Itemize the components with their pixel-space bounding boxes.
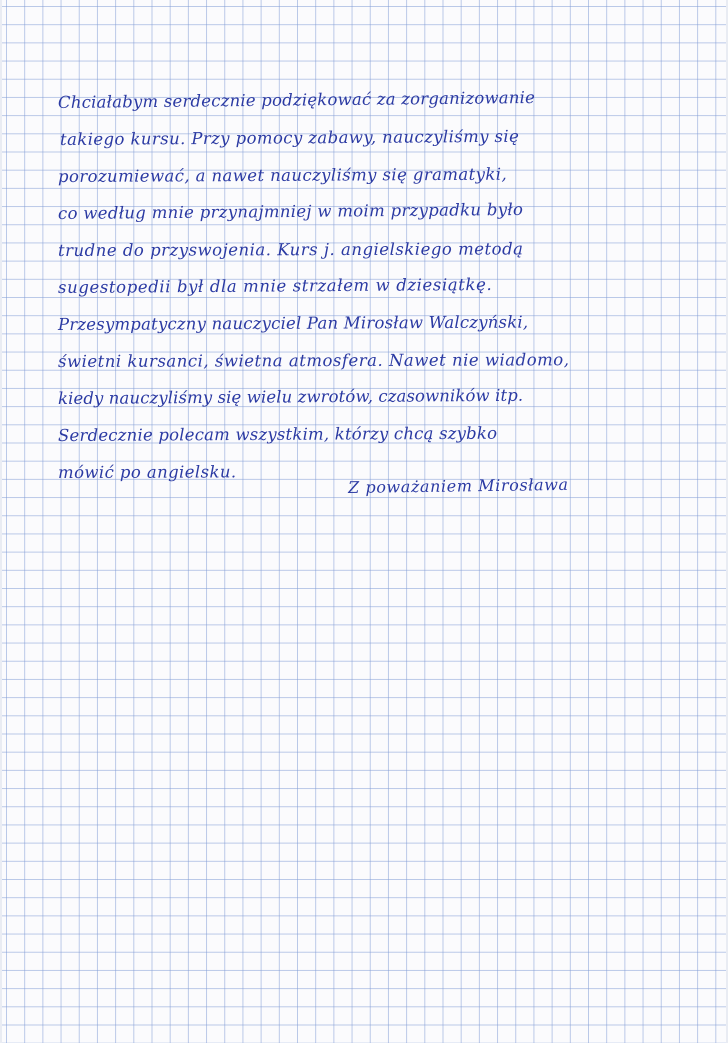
letter-line: mówić po angielsku.: [57, 462, 237, 482]
letter-line: sugestopedii był dla mnie strzałem w dziesiątkę.: [57, 274, 493, 297]
letter-line: kiedy nauczyliśmy się wielu zwrotów, czasowników itp.: [57, 385, 524, 408]
letter-line: co według mnie przynajmniej w moim przypadku było: [57, 199, 524, 223]
letter-line: Przesympatyczny nauczyciel Pan Mirosław Walczyński,: [57, 312, 529, 334]
letter-line: Chciałabym serdecznie podziękować za zorganizowanie: [57, 88, 536, 112]
letter-line: porozumiewać, a nawet nauczyliśmy się gramatyki,: [57, 164, 508, 186]
signature: Z poważaniem Mirosława: [347, 474, 569, 497]
letter-line: takiego kursu. Przy pomocy zabawy, nauczyliśmy się: [59, 126, 520, 149]
letter-line: świetni kursanci, świetna atmosfera. Nawet nie wiadomo,: [57, 350, 570, 371]
letter-line: trudne do przyswojenia. Kurs j. angielskiego metodą: [57, 239, 524, 260]
handwritten-letter: [58, 84, 658, 491]
letter-line: Serdecznie polecam wszystkim, którzy chcą szybko: [57, 423, 498, 445]
